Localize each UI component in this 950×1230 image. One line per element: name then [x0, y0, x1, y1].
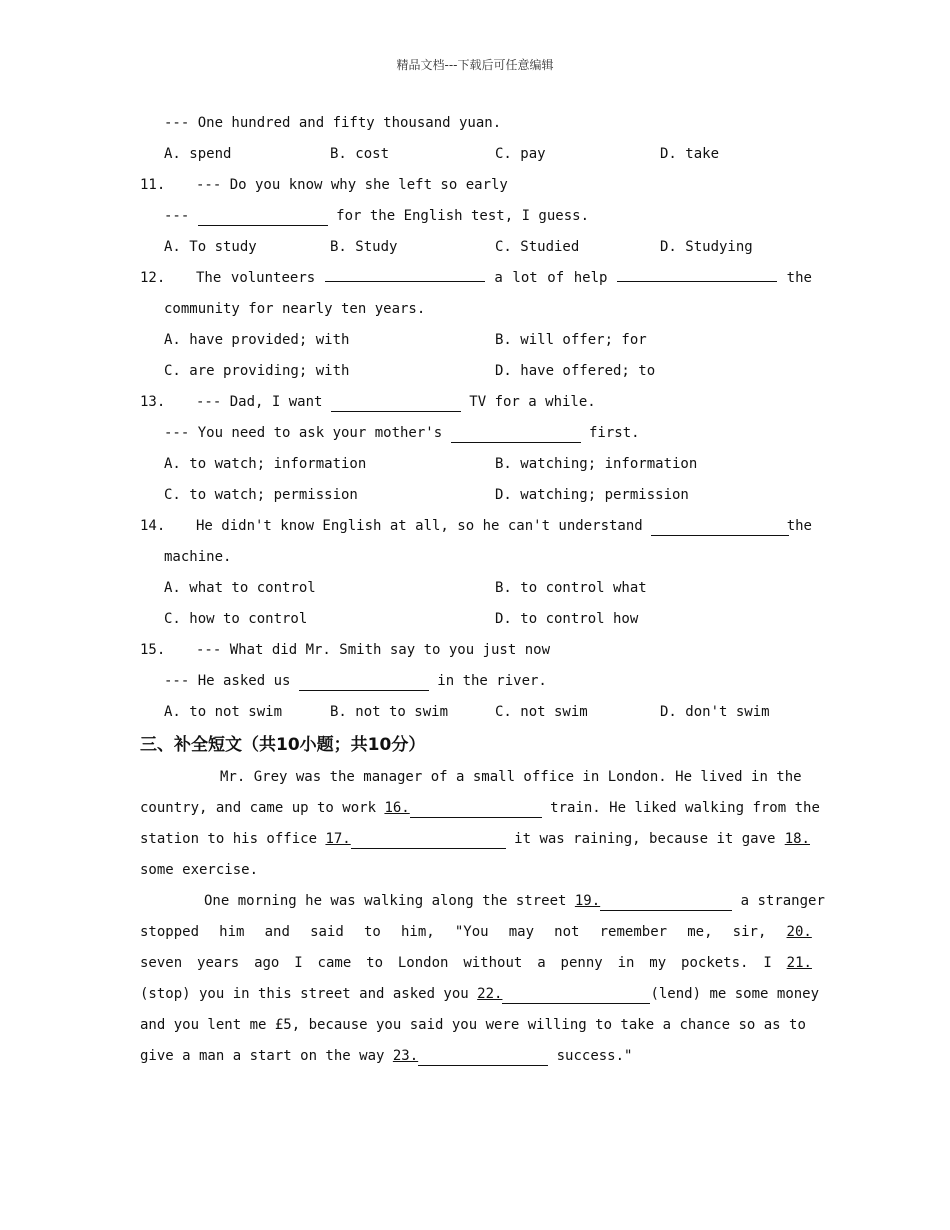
blank-17: [351, 830, 506, 849]
q11-option-a: A. To study: [164, 239, 257, 255]
q13-option-a: A. to watch; information: [164, 456, 367, 472]
blank-22: [502, 985, 650, 1004]
q12-line1: [140, 263, 812, 294]
blank-16-number: 16.: [384, 800, 410, 816]
q15-text: --- What did Mr. Smith say to you just now: [196, 642, 551, 658]
passage-word: "You: [454, 924, 489, 940]
passage-word: in: [617, 955, 635, 971]
passage-word: sir,: [732, 924, 767, 940]
q14-text-after-blank: the: [786, 518, 812, 534]
blank-23-number: 23.: [392, 1048, 419, 1064]
passage-text: train. He liked walking from the: [541, 800, 820, 816]
q15-option-c: C. not swim: [495, 704, 588, 720]
passage-word: London: [397, 955, 449, 971]
blank-23: [418, 1047, 548, 1066]
passage-text: success.": [548, 1048, 633, 1064]
passage-text: country, and came up to work: [140, 800, 385, 816]
q13-option-b: B. watching; information: [495, 456, 698, 472]
document-body: [140, 108, 825, 1072]
q13-blank-2: [451, 424, 581, 443]
q15-option-b: B. not to swim: [330, 704, 449, 720]
q15-line2: [140, 666, 812, 697]
q10-option-a: A. spend: [164, 146, 232, 162]
passage-text: One morning he was walking along the street: [204, 893, 575, 909]
passage-text: it was raining, because it gave: [505, 831, 784, 847]
q10-options: [140, 139, 812, 170]
passage-word: I: [763, 955, 772, 971]
q14-option-c: C. how to control: [164, 611, 308, 627]
q15-number: 15.: [140, 642, 166, 658]
q14-option-d: D. to control how: [495, 611, 639, 627]
q12-options-row2: [140, 356, 812, 387]
q12-word: help: [573, 270, 608, 286]
q11-option-c: C. Studied: [495, 239, 580, 255]
q12-option-a: A. have provided; with: [164, 332, 350, 348]
q11-line2: [140, 201, 812, 232]
q11-option-b: B. Study: [330, 239, 398, 255]
q13-text-after-blank: TV for a while.: [460, 394, 596, 410]
q13-options-row1: [140, 449, 812, 480]
passage-word: seven: [140, 955, 183, 971]
q14-number: 14.: [140, 518, 166, 534]
blank-17-number: 17.: [325, 831, 351, 847]
passage-text: (lend) me some money: [650, 986, 820, 1002]
passage-word: I: [294, 955, 303, 971]
blank-22-number: 22.: [477, 986, 503, 1002]
q12-word: the: [786, 270, 812, 286]
q12-word: a: [494, 270, 503, 286]
q15-options: [140, 697, 812, 728]
q14-line1: [140, 511, 812, 542]
passage-word: penny: [560, 955, 603, 971]
q11-line1: [140, 170, 812, 201]
q14-text: He didn't know English at all, so he can't understand: [196, 518, 652, 534]
passage-word: remember: [599, 924, 668, 940]
q15-option-a: A. to not swim: [164, 704, 283, 720]
passage-word: years: [197, 955, 240, 971]
passage-p2-line5: and you lent me £5, because you said you were willing to take a chance so as to: [140, 1017, 806, 1033]
page-header: 精品文档---下载后可任意编辑: [396, 58, 554, 72]
passage-word: without: [463, 955, 523, 971]
passage-p2-line6: [140, 1041, 812, 1072]
blank-19-number: 19.: [574, 893, 601, 909]
q10-answer-line: --- One hundred and fifty thousand yuan.: [164, 115, 502, 131]
passage-p2-line4: [140, 979, 820, 1010]
q12-option-b: B. will offer; for: [495, 332, 647, 348]
q14-options-row1: [140, 573, 812, 604]
q11-text: --- Do you know why she left so early: [196, 177, 508, 193]
passage-p2-line1: [140, 886, 825, 917]
q14-options-row2: [140, 604, 812, 635]
q15-option-d: D. don't swim: [660, 704, 770, 720]
blank-20-number: 20.: [786, 924, 812, 940]
blank-16: [410, 799, 542, 818]
q13-options-row2: [140, 480, 812, 511]
q15-line1: [140, 635, 812, 666]
passage-word: stopped: [140, 924, 200, 940]
q12-word: The: [196, 270, 222, 286]
q13-blank-1: [331, 393, 461, 412]
passage-word: to: [363, 924, 381, 940]
q12-blank-1: [325, 263, 485, 282]
passage-p2-line3: [140, 948, 812, 979]
passage-word: me,: [687, 924, 713, 940]
passage-text: station to his office: [140, 831, 326, 847]
q11-options: [140, 232, 812, 263]
passage-word: to: [366, 955, 383, 971]
q12-option-c: C. are providing; with: [164, 363, 350, 379]
passage-word: ago: [254, 955, 280, 971]
q13-number: 13.: [140, 394, 166, 410]
q14-line2: machine.: [164, 549, 232, 565]
passage-word: pockets.: [681, 955, 749, 971]
q12-word: of: [547, 270, 565, 286]
passage-word: him: [219, 924, 245, 940]
q12-blank-2: [617, 263, 777, 282]
passage-word: may: [508, 924, 535, 940]
q13-line1: [140, 387, 812, 418]
passage-word: my: [649, 955, 667, 971]
passage-word: said: [310, 924, 344, 940]
q10-option-d: D. take: [660, 146, 720, 162]
q12-line2: community for nearly ten years.: [164, 301, 426, 317]
passage-text: (stop) you in this street and asked you: [140, 986, 478, 1002]
passage-word: him,: [400, 924, 435, 940]
passage-p1-line1: Mr. Grey was the manager of a small office in London. He lived in the: [220, 769, 802, 785]
passage-word: a: [537, 955, 546, 971]
q13-option-d: D. watching; permission: [495, 487, 689, 503]
blank-18-number: 18.: [784, 831, 810, 847]
q10-option-b: B. cost: [330, 146, 390, 162]
passage-word: came: [317, 955, 352, 971]
passage-text: a stranger: [732, 893, 825, 909]
q12-options-row1: [140, 325, 812, 356]
passage-p1-line4: some exercise.: [140, 862, 259, 878]
section-title: 三、补全短文（共10小题；共10分）: [140, 735, 426, 755]
blank-19: [600, 892, 732, 911]
q11-text-after-blank: for the English test, I guess.: [327, 208, 590, 224]
q15-text-after-blank: in the river.: [428, 673, 547, 689]
q14-option-b: B. to control what: [495, 580, 647, 596]
q13-line2: [140, 418, 812, 449]
q15-blank: [299, 672, 429, 691]
q12-text: [196, 263, 812, 294]
passage-word: and: [264, 924, 290, 940]
passage-p1-line2: [140, 793, 820, 824]
passage-p2-line2: [140, 917, 812, 948]
q11-blank: [198, 207, 328, 226]
q12-word: volunteers: [230, 270, 316, 286]
q13-text: --- Dad, I want: [196, 394, 331, 410]
q13-text-2-after-blank: first.: [580, 425, 640, 441]
q12-option-d: D. have offered; to: [495, 363, 656, 379]
passage-word: not: [554, 924, 580, 940]
q10-option-c: C. pay: [495, 146, 546, 162]
q11-number: 11.: [140, 177, 166, 193]
passage-p1-line3: [140, 824, 812, 855]
q15-text-2: --- He asked us: [164, 673, 299, 689]
q11-option-d: D. Studying: [660, 239, 753, 255]
q12-number: 12.: [140, 270, 166, 286]
q11-dash: ---: [164, 208, 198, 224]
q13-text-2: --- You need to ask your mother's: [164, 425, 451, 441]
q13-option-c: C. to watch; permission: [164, 487, 358, 503]
passage-text: give a man a start on the way: [140, 1048, 393, 1064]
blank-21-number: 21.: [786, 955, 812, 971]
q12-word: lot: [512, 270, 538, 286]
q14-blank: [651, 517, 789, 536]
q14-option-a: A. what to control: [164, 580, 316, 596]
